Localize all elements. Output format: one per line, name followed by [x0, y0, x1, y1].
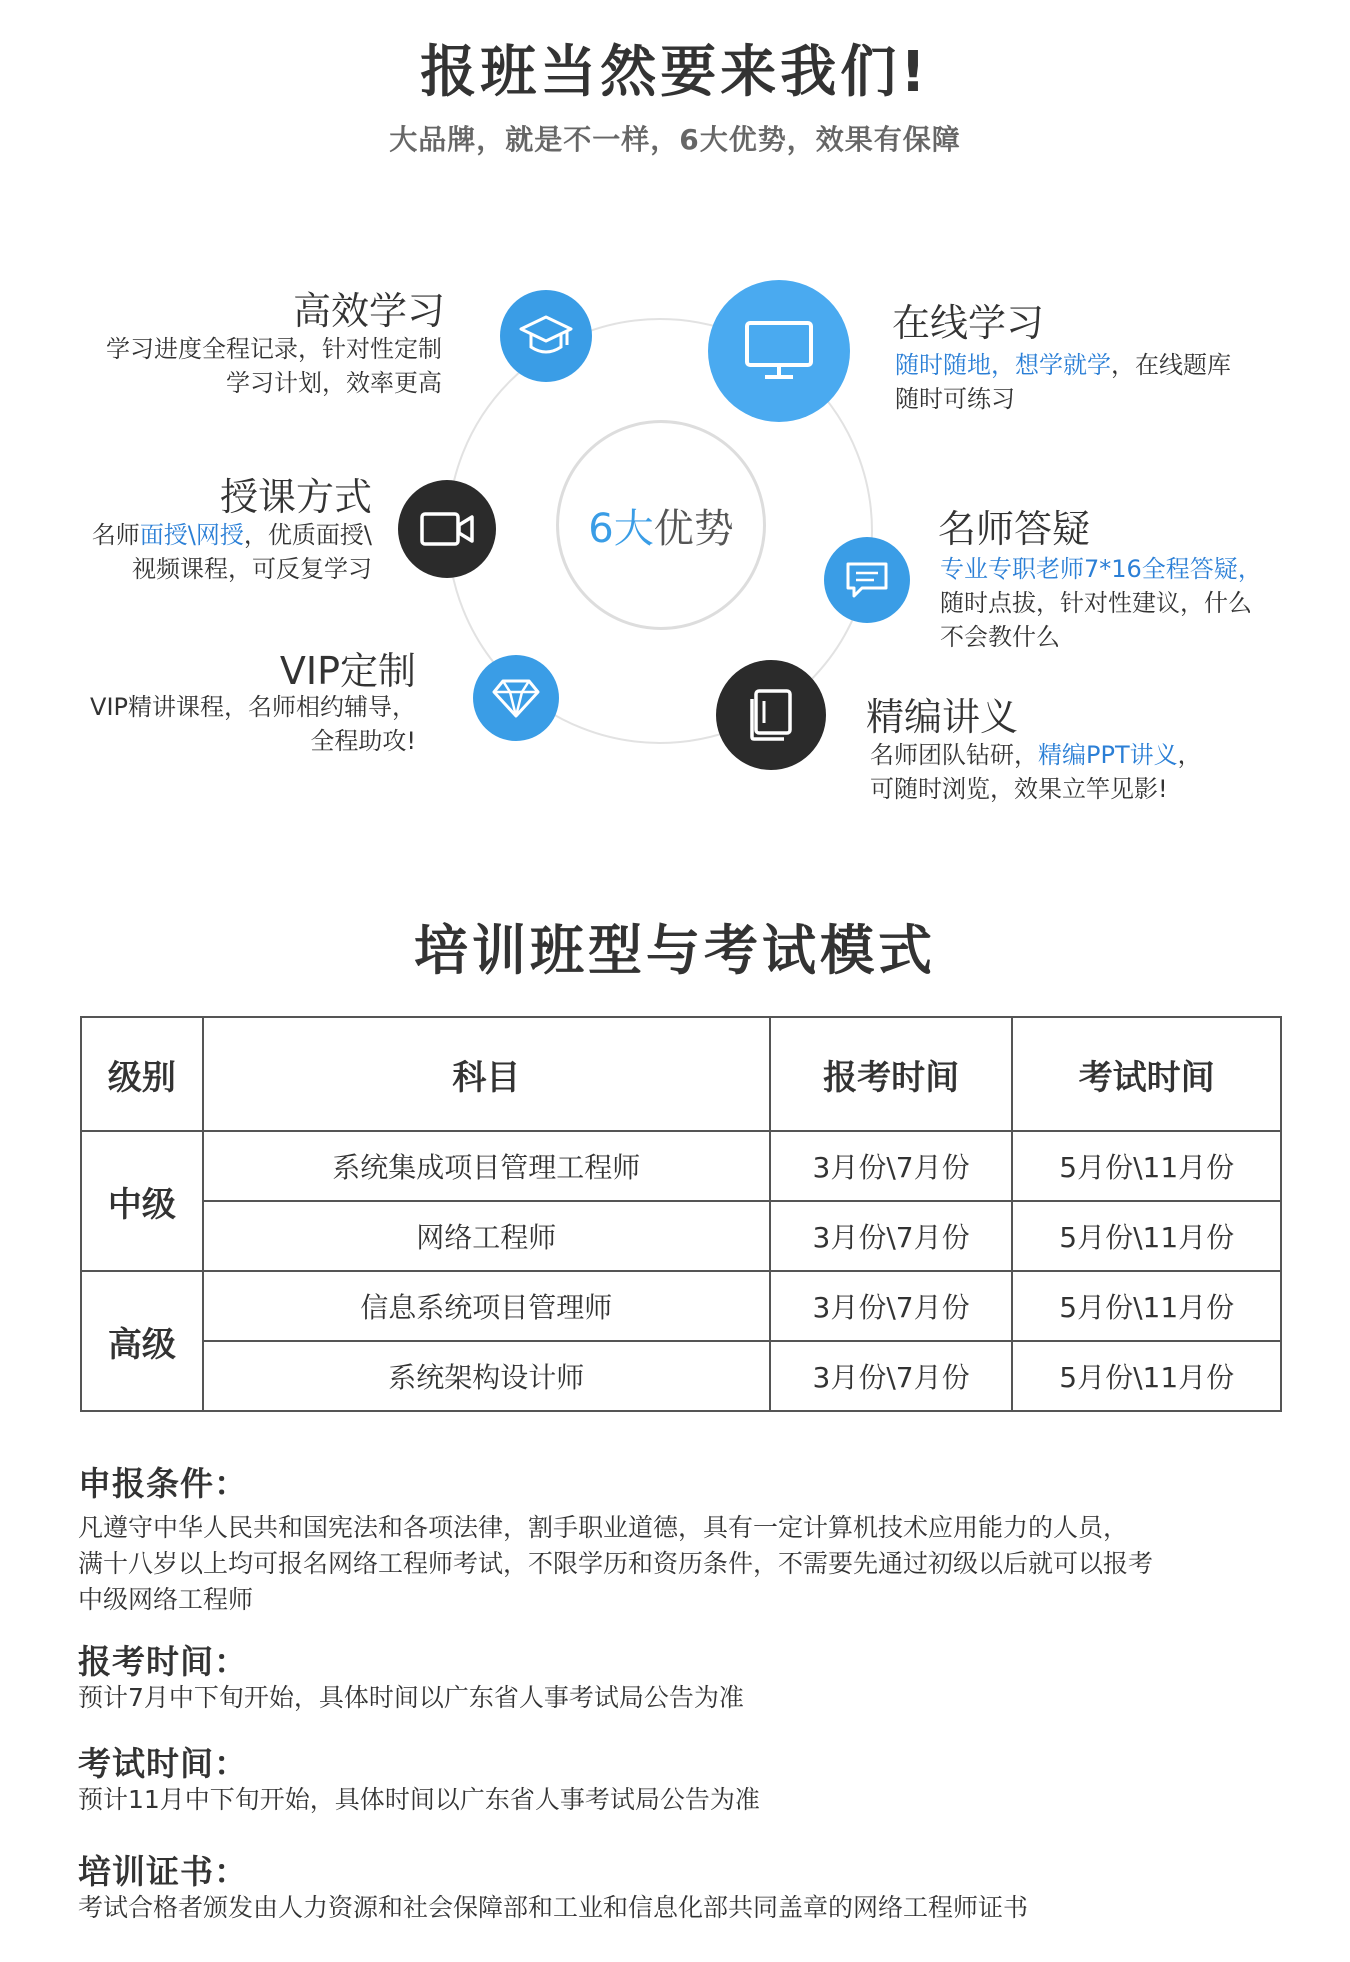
advantage-title-vip: VIP定制: [279, 649, 416, 693]
center-label: [556, 420, 766, 630]
certificate-heading: 培训证书：: [78, 1852, 248, 1891]
book-icon: [716, 660, 826, 770]
exam-section-title: 培训班型与考试模式: [414, 919, 936, 982]
register-time-cell: 3月份\7月份: [770, 1271, 1013, 1341]
advantage-title-handout: 精编讲义: [866, 695, 1019, 739]
conditions-heading: 申报条件：: [78, 1464, 248, 1503]
exam-time-cell: 5月份\11月份: [1012, 1341, 1281, 1411]
register-time-cell: 3月份\7月份: [770, 1341, 1013, 1411]
advantage-desc-qa: 专业专职老师7*16全程答疑， 随时点拔，针对性建议，什么 不会教什么: [940, 555, 1262, 651]
exam-time-cell: 5月份\11月份: [1012, 1271, 1281, 1341]
center-label-text: 优势: [653, 505, 734, 552]
subject-cell: 信息系统项目管理师: [203, 1271, 770, 1341]
certificate-text: 考试合格者颁发由人力资源和社会保障部和工业和信息化部共同盖章的网络工程师证书: [78, 1893, 1029, 1922]
monitor-icon: [708, 280, 850, 422]
subject-cell: 系统架构设计师: [203, 1341, 770, 1411]
chat-bubble-icon: [824, 537, 910, 623]
register-time-cell: 3月份\7月份: [770, 1131, 1013, 1201]
subject-cell: 网络工程师: [203, 1201, 770, 1271]
conditions-text: 凡遵守中华人民共和国宪法和各项法律，割手职业道德，具有一定计算机技术应用能力的人员， 满十八岁以上均可报名网络工程师考试，不限学历和资历条件，不需要先通过初级以后就可以报考 中级网络工程师: [78, 1513, 1154, 1614]
table-row: [81, 1271, 1281, 1341]
advantage-title-teaching: 授课方式: [219, 475, 372, 519]
table-header-row: [81, 1017, 1281, 1131]
advantage-desc-vip: VIP精讲课程，名师相约辅导， 全程助攻!: [90, 693, 416, 755]
level-cell: 中级: [81, 1131, 203, 1271]
advantage-desc-efficient: 学习进度全程记录，针对性定制 学习计划，效率更高: [106, 335, 442, 397]
exam-time-heading: 考试时间：: [78, 1744, 248, 1783]
table-row: [81, 1131, 1281, 1201]
advantage-desc-online: 随时随地，想学就学，在线题库 随时可练习: [895, 351, 1231, 413]
graduation-cap-icon: [500, 290, 592, 382]
exam-time-text: 预计11月中下旬开始，具体时间以广东省人事考试局公告为准: [78, 1785, 760, 1814]
center-label-number: 6大: [588, 505, 654, 552]
advantage-title-online: 在线学习: [892, 301, 1045, 345]
exam-table: [80, 1016, 1282, 1412]
register-time-text: 预计7月中下旬开始，具体时间以广东省人事考试局公告为准: [78, 1683, 744, 1712]
header-subject: 科目: [203, 1017, 770, 1131]
advantage-title-qa: 名师答疑: [938, 507, 1091, 551]
subject-cell: 系统集成项目管理工程师: [203, 1131, 770, 1201]
page-subtitle: 大品牌，就是不一样，6大优势，效果有保障: [389, 123, 961, 156]
diamond-icon: [473, 655, 559, 741]
advantage-desc-teaching: 名师面授\网授，优质面授\ 视频课程，可反复学习: [91, 521, 372, 583]
table-row: [81, 1201, 1281, 1271]
register-time-heading: 报考时间：: [78, 1642, 248, 1681]
exam-time-cell: 5月份\11月份: [1012, 1131, 1281, 1201]
header-register-time: 报考时间: [770, 1017, 1013, 1131]
advantage-desc-handout: 名师团队钻研，精编PPT讲义， 可随时浏览，效果立竿见影!: [870, 741, 1202, 803]
level-cell: 高级: [81, 1271, 203, 1411]
register-time-cell: 3月份\7月份: [770, 1201, 1013, 1271]
table-row: [81, 1341, 1281, 1411]
advantage-title-efficient: 高效学习: [292, 289, 445, 333]
exam-time-cell: 5月份\11月份: [1012, 1201, 1281, 1271]
header-exam-time: 考试时间: [1012, 1017, 1281, 1131]
video-camera-icon: [398, 480, 496, 578]
page-title: 报班当然要来我们!: [420, 40, 930, 105]
header-level: 级别: [81, 1017, 203, 1131]
